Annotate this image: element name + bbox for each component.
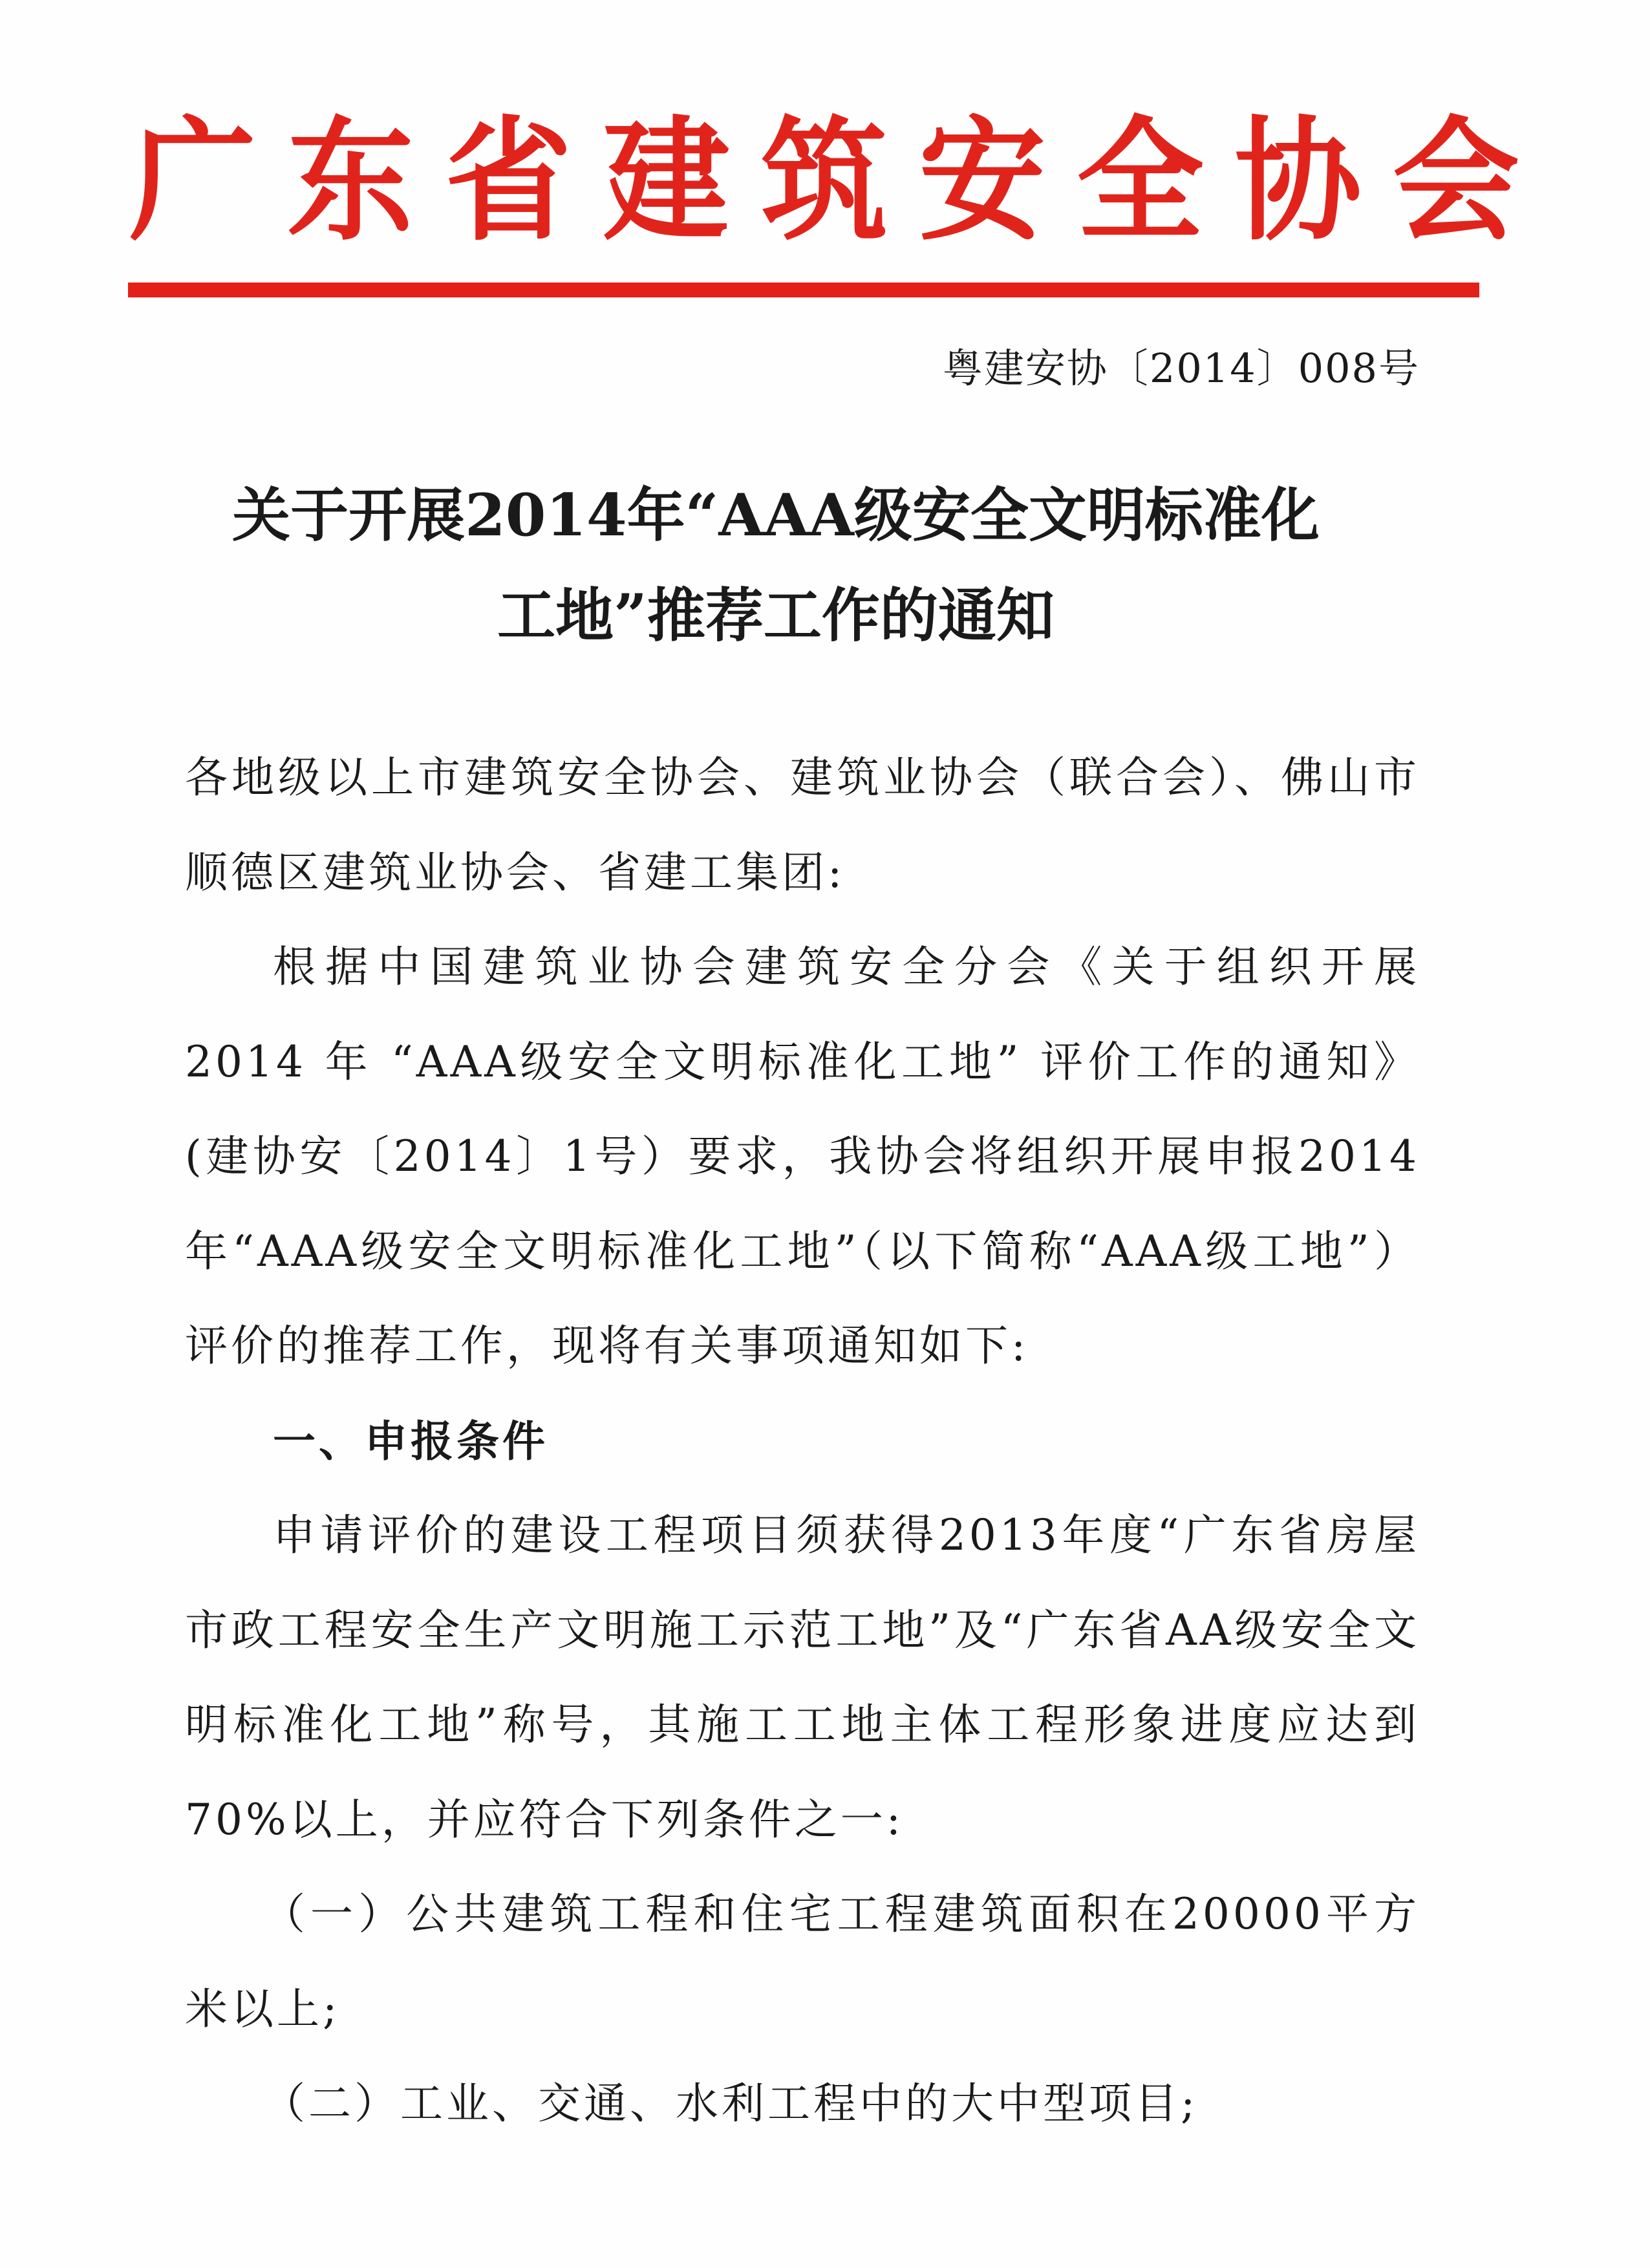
letterhead-char: 东 [287, 103, 414, 259]
recipients-paragraph: 各地级以上市建筑安全协会、建筑业协会（联合会）、佛山市顺德区建筑业协会、省建工集团: [185, 753, 1420, 897]
letterhead-char: 建 [603, 103, 730, 259]
letterhead-char: 筑 [760, 103, 888, 259]
intro-paragraph: 根据中国建筑业协会建筑安全分会《关于组织开展 2014 年 “AAA级安全文明标准化工地” 评价工作的通知》(建协安〔2014〕1号）要求，我协会将组织开展申报2014年“AAA级安全文明标准化工地”（以下简称“AAA级工地”）评价的推荐工作，现将有关事项通知如下: [185, 942, 1420, 1371]
section-heading: 一、申报条件 [273, 1415, 548, 1466]
conditions-paragraph: 申请评价的建设工程项目须获得2013年度“广东省房屋市政工程安全生产文明施工示范工地”及“广东省AA级安全文明标准化工地”称号，其施工工地主体工程形象进度应达到70%以上，并应符合下列条件之一: [185, 1510, 1420, 1845]
title-line-1: 关于开展2014年“AAA级安全文明标准化 [232, 481, 1320, 550]
letterhead-char: 协 [1234, 103, 1362, 259]
document-title [129, 465, 1422, 666]
letterhead-char: 会 [1392, 103, 1519, 259]
letterhead-org-name [129, 97, 1519, 265]
document-number: 粤建安协〔2014〕008号 [942, 345, 1420, 392]
title-line-2: 工地”推荐工作的通知 [497, 581, 1055, 650]
condition-item-2: （二）工业、交通、水利工程中的大中型项目; [262, 2079, 1199, 2128]
letterhead-char: 省 [445, 103, 572, 259]
letterhead-divider [128, 283, 1479, 297]
letterhead-char: 安 [919, 103, 1046, 259]
letterhead-char: 全 [1077, 103, 1204, 259]
letterhead-char: 广 [129, 103, 257, 259]
document-body [185, 731, 1420, 2152]
condition-item-1: （一）公共建筑工程和住宅工程建筑面积在20000平方米以上; [185, 1889, 1420, 2034]
